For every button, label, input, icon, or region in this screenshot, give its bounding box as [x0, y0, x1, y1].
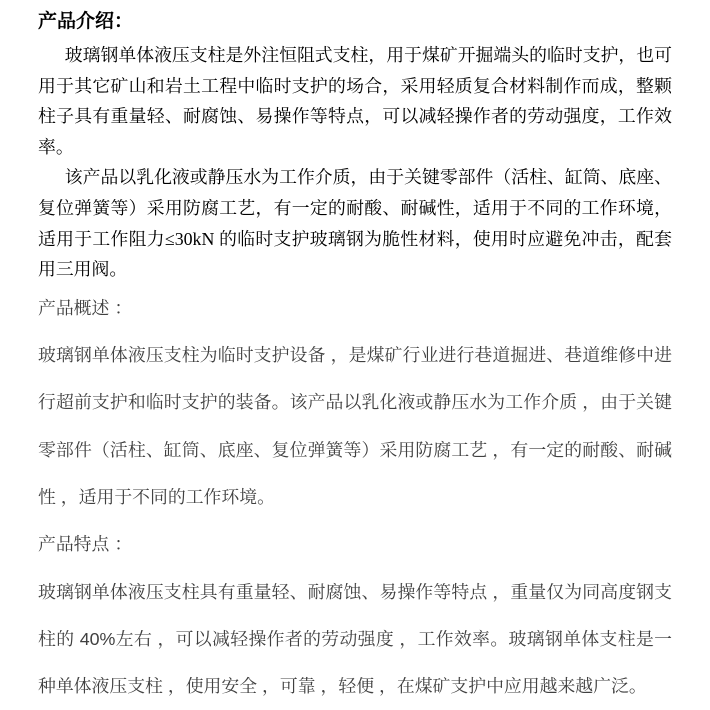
intro-paragraph-2: 该产品以乳化液或静压水为工作介质，由于关键零部件（活柱、缸筒、底座、复位弹簧等）采用防腐工艺，有一定的耐酸、耐碱性，适用于不同的工作环境，适用于工作阻力≤30kN 的临时支护玻璃钢为脆性材料，使用时应避免冲击，配套用三用阀。: [38, 167, 672, 280]
intro-paragraph-1: 玻璃钢单体液压支柱是外注恒阻式支柱，用于煤矿开掘端头的临时支护，也可用于其它矿山和岩土工程中临时支护的场合，采用轻质复合材料制作而成，整颗柱子具有重量轻、耐腐蚀、易操作等特点，可以减轻操作者的劳动强度，工作效率。: [38, 45, 672, 157]
overview-section-title: 产品概述 ：: [38, 297, 133, 318]
features-section-title: 产品特点 ：: [38, 534, 133, 555]
overview-paragraph: 玻璃钢单体液压支柱为临时支护设备 ，是煤矿行业进行巷道掘进、巷道维修中进行超前支护和临时支护的装备。该产品以乳化液或静压水为工作介质 ，由于关键零部件（活柱、缸筒、底座、复位弹簧等）采用防腐工艺 ，有一定的耐酸、耐碱性 ，适用于不同的工作环境。: [38, 345, 672, 507]
product-features-section: [38, 521, 672, 710]
product-intro-section: [38, 4, 672, 285]
intro-section-title: 产品介绍：: [38, 11, 134, 32]
features-paragraph: 玻璃钢单体液压支柱具有重量轻、耐腐蚀、易操作等特点 ，重量仅为同高度钢支柱的 40%左右 ，可以减轻操作者的劳动强度 ，工作效率。玻璃钢单体支柱是一种单体液压支柱 ，使用安全 ，可靠 ，轻便 ，在煤矿支护中应用越来越广泛。: [38, 581, 672, 697]
product-overview-section: [38, 285, 672, 521]
